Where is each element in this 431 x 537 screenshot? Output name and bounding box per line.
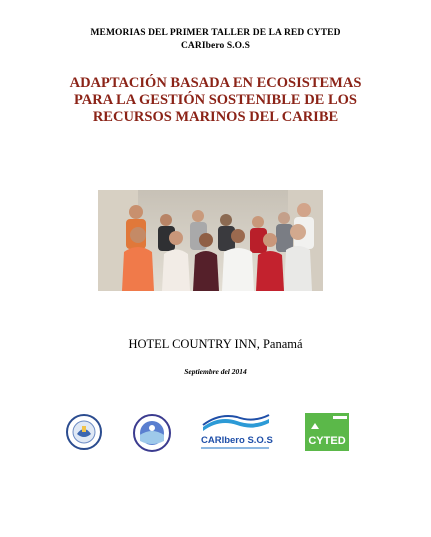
caribero-logo [197, 413, 273, 453]
group-photo-image [98, 190, 323, 291]
cyted-logo [305, 413, 349, 451]
seal-logo-1 [66, 414, 102, 450]
title-line-2: PARA LA GESTIÓN SOSTENIBLE DE LOS [74, 92, 357, 108]
caribero-logo-text: CARIbero S.O.S [201, 435, 273, 446]
header-line-2: CARIbero S.O.S [180, 41, 251, 51]
header-line-1: MEMORIAS DEL PRIMER TALLER DE LA RED CYTED [90, 28, 341, 38]
caribero-wave-icon [197, 413, 273, 453]
cyted-logo-text: CYTED [308, 435, 346, 447]
seal-2-icon [133, 414, 171, 452]
seal-logo-2 [133, 414, 171, 452]
venue-text: HOTEL COUNTRY INN, Panamá [128, 337, 303, 351]
cyted-badge-icon [305, 413, 349, 451]
seal-1-icon [66, 414, 102, 450]
document-title [0, 75, 431, 126]
group-photo [98, 190, 323, 291]
title-line-1: ADAPTACIÓN BASADA EN ECOSISTEMAS [69, 75, 362, 91]
title-line-3: RECURSOS MARINOS DEL CARIBE [92, 109, 339, 125]
report-header [0, 27, 431, 53]
date-text: Septiembre del 2014 [184, 367, 247, 376]
